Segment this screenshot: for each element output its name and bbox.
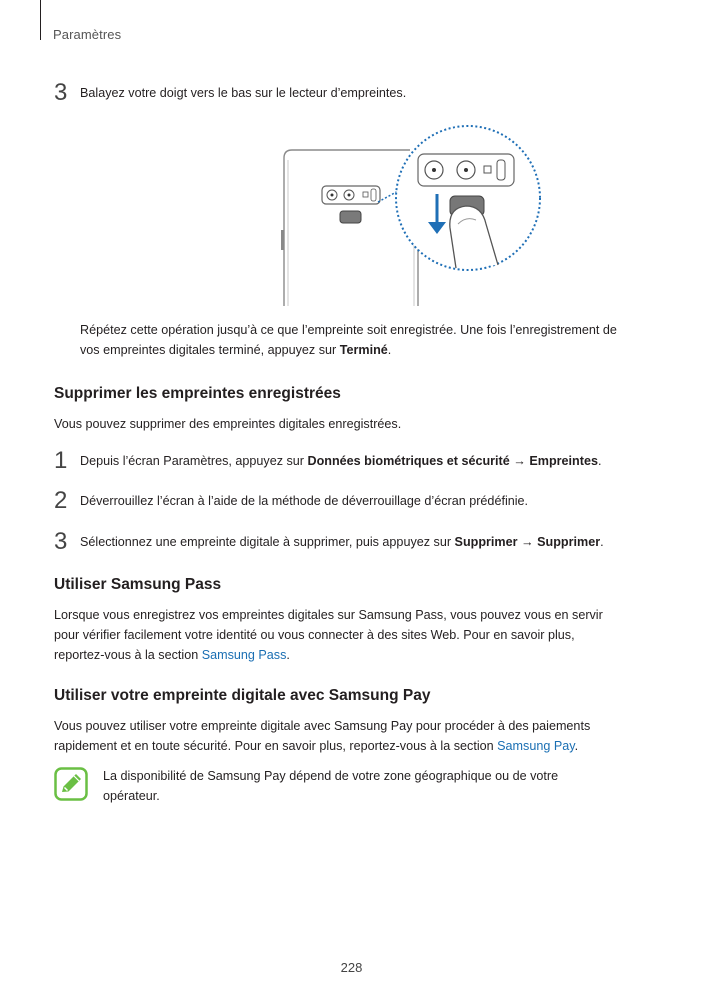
heading-delete-fingerprints: Supprimer les empreintes enregistrées	[54, 385, 341, 402]
note-line1: La disponibilité de Samsung Pay dépend de votre zone géographique ou de votre	[103, 769, 559, 783]
samsung-pass-link[interactable]: Samsung Pass	[201, 648, 287, 662]
heading-samsung-pay: Utiliser votre empreinte digitale avec Samsung Pay	[54, 687, 431, 704]
zoom-circle	[396, 126, 540, 270]
repeat-instruction-line1: Répétez cette opération jusqu’à ce que l’empreinte soit enregistrée. Une fois l’enregistrement de	[80, 323, 617, 337]
pass-paragraph-line3: reportez-vous à la section Samsung Pass.	[54, 648, 290, 662]
pay-paragraph-line2: rapidement et en toute sécurité. Pour en savoir plus, reportez-vous à la section Samsung Pay.	[54, 739, 579, 753]
step-number: 2	[54, 487, 68, 514]
step-text: Depuis l’écran Paramètres, appuyez sur Données biométriques et sécurité → Empreintes.	[80, 454, 602, 468]
fingerprint-swipe-illustration	[270, 120, 550, 310]
step-number: 3	[54, 528, 68, 555]
step-text: Déverrouillez l’écran à l’aide de la méthode de déverrouillage d’écran prédéfinie.	[80, 494, 529, 508]
fingerprint-sensor	[340, 211, 361, 223]
header-rule	[40, 0, 41, 40]
pay-paragraph-line1: Vous pouvez utiliser votre empreinte digitale avec Samsung Pay pour procéder à des paiements	[54, 719, 591, 733]
step-text: Sélectionnez une empreinte digitale à supprimer, puis appuyez sur Supprimer → Supprimer.	[80, 535, 604, 549]
note-line2: opérateur.	[103, 789, 160, 803]
pass-paragraph-line2: pour vérifier facilement votre identité ou vous connecter à des sites Web. Pour en savoir plus,	[54, 628, 575, 642]
note-pencil-icon	[54, 767, 88, 801]
done-label: Terminé	[339, 343, 388, 357]
heading-samsung-pass: Utiliser Samsung Pass	[54, 576, 222, 593]
step-number: 1	[54, 447, 68, 474]
phone-back	[281, 150, 418, 306]
delete-intro: Vous pouvez supprimer des empreintes digitales enregistrées.	[54, 417, 402, 431]
page-number: 228	[340, 960, 363, 975]
samsung-pay-link[interactable]: Samsung Pay	[497, 739, 575, 753]
section-header: Paramètres	[53, 27, 122, 42]
camera-module	[322, 186, 380, 204]
step-number: 3	[54, 79, 68, 106]
step-text: Balayez votre doigt vers le bas sur le lecteur d’empreintes.	[80, 86, 407, 100]
pass-paragraph-line1: Lorsque vous enregistrez vos empreintes digitales sur Samsung Pass, vous pouvez vous en servir	[54, 608, 603, 622]
repeat-instruction-line2: vos empreintes digitales terminé, appuyez sur Terminé.	[80, 343, 392, 357]
